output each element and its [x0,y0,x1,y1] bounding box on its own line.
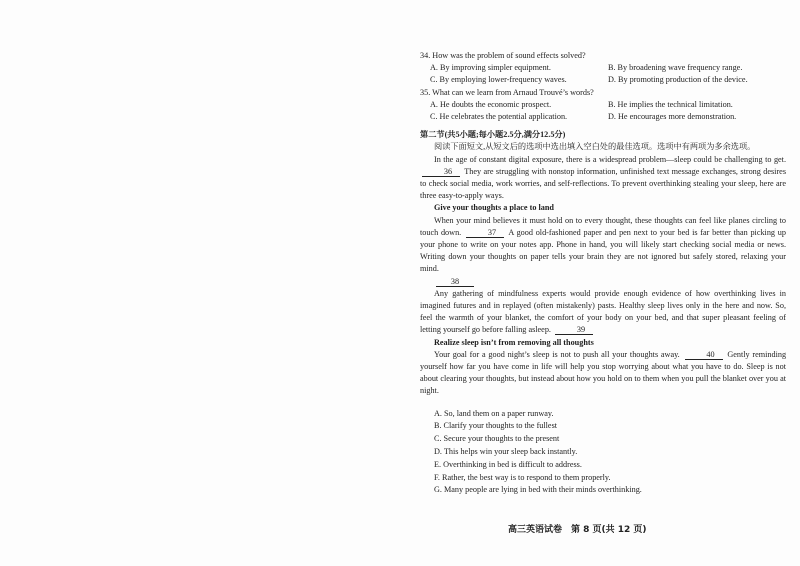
question-34-stem: 34. How was the problem of sound effects solved? [420,51,586,60]
paragraph-4-text-b: Gently reminding yourself how far you have come in life will help you stop worrying about what you have to do. Sleep is not about clearing your thoughts, but instead about how you hold on to them when you pull the blanket over you at night. [420,349,787,396]
blank-39: 39 [555,325,593,335]
paragraph-2-text-b: A good old-fashioned paper and pen next to your bed is far better than picking up your phone to write on your notes app. Phone in hand, you will likely start checking social media or news. Writing down your thoughts on paper tells your brain they are not ignored but safely stored, relaxing your mind. [420,227,786,274]
question-35-options [430,99,786,123]
q34-option-d: D. By promoting production of the device. [608,75,748,85]
q35-option-a: A. He doubts the economic prospect. [430,99,552,109]
subheading-1: Give your thoughts a place to land [434,203,554,213]
question-35-stem: 35. What can we learn from Arnaud Trouvé’s words? [420,87,594,97]
paragraph-1-text-a: In the age of constant digital exposure, there is a widespread problem—sleep could be challenging to get. [434,154,786,164]
option-c: C. Secure your thoughts to the present [434,434,560,444]
page-footer: 高三英语试卷 第 8 页(共 12 页) [508,525,647,535]
option-g: G. Many people are lying in bed with their minds overthinking. [434,485,642,495]
paragraph-3-text-a: Any gathering of mindfulness experts would provide enough evidence of how overthinking lives in imagined futures and in replayed (often mistakenly) pasts. Healthy sleep lives only in the here and now. So, feel the warmth of your blanket, the comfort of your body on your bed, and that super pleasant feeling of letting yourself go before falling asleep. [420,288,786,335]
blank-36: 36 [422,167,460,177]
q34-option-c: C. By employing lower-frequency waves. [430,75,567,85]
option-f: F. Rather, the best way is to respond to them properly. [434,472,611,482]
paragraph-2-text-a: When your mind believes it must hold on to every thought, these thoughts can feel like planes circling to touch down. [420,215,786,237]
q35-option-d: D. He encourages more demonstration. [608,112,737,122]
option-a: A. So, land them on a paper runway. [434,408,554,418]
option-e: E. Overthinking in bed is difficult to address. [434,459,582,469]
q34-option-a: A. By improving simpler equipment. [430,63,551,73]
subheading-2: Realize sleep isn’t from removing all thoughts [434,337,594,347]
option-b: B. Clarify your thoughts to the fullest [434,421,558,431]
blank-38: 38 [436,277,474,287]
q34-option-b: B. By broadening wave frequency range. [608,63,743,73]
option-d: D. This helps win your sleep back instantly. [434,447,578,457]
blank-38-line [434,276,786,288]
paragraph-2 [420,215,786,276]
paragraph-1-text-b: They are struggling with nonstop information, unfinished text message exchanges, strong desires to check social media, work worries, and self-reflections. To prevent overthinking stealing your sleep, here are three easy-to-apply ways. [420,166,787,201]
section-2-title: 第二节(共5小题;每小题2.5分,满分12.5分) [420,130,566,140]
q35-option-b: B. He implies the technical limitation. [608,99,733,109]
option-list [434,408,786,497]
question-34-options [430,62,786,86]
content-column [420,50,786,497]
blank-40: 40 [685,350,723,360]
paragraph-4 [420,349,786,398]
paragraph-4-text-a: Your goal for a good night’s sleep is not to push all your thoughts away. [434,349,680,359]
blank-37: 37 [466,228,504,238]
q35-option-c: C. He celebrates the potential application. [430,112,568,122]
section-2-instruction: 阅读下面短文,从短文后的选项中选出填入空白处的最佳选项。选项中有两项为多余选项。 [434,142,756,152]
paragraph-3 [420,288,786,337]
paragraph-1 [420,154,786,203]
